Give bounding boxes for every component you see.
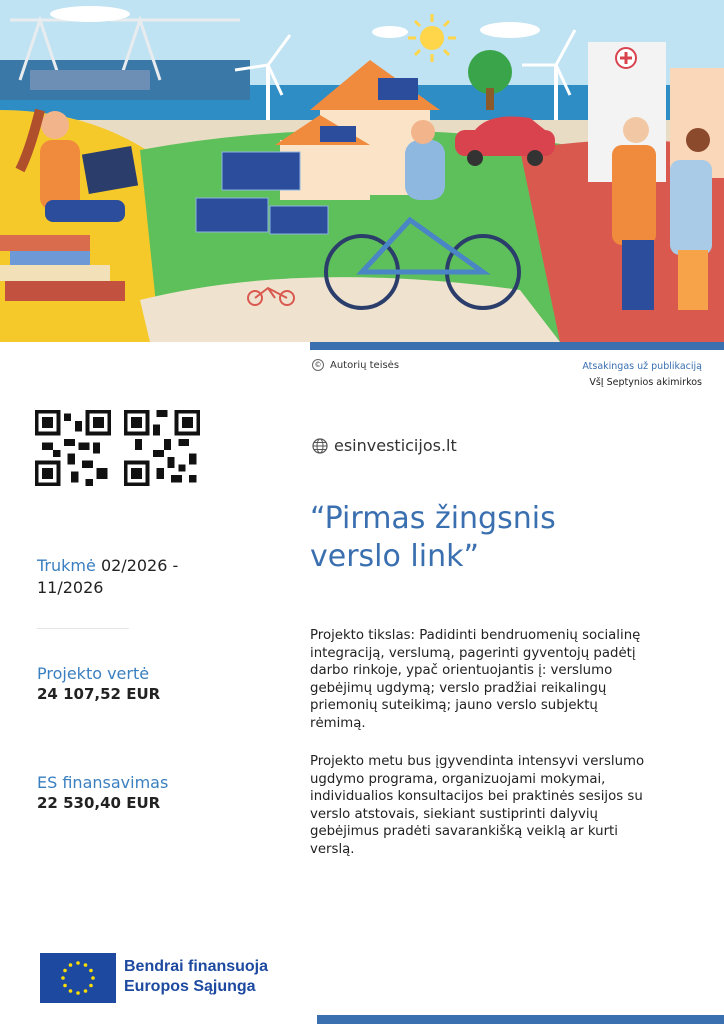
duration-value: 02/2026 - 11/2026 xyxy=(37,556,179,597)
top-accent-bar xyxy=(310,342,724,350)
bottom-accent-bar xyxy=(317,1015,724,1024)
eu-flag-icon xyxy=(40,953,116,1003)
eu-cofunded-logo-text xyxy=(124,957,268,997)
eu-funding-label: ES finansavimas xyxy=(37,773,169,792)
publisher-block xyxy=(582,359,702,391)
website-link[interactable] xyxy=(312,436,457,455)
qr-code-icon[interactable] xyxy=(35,410,111,486)
eu-star-icon xyxy=(63,969,67,973)
eu-cofunded-line1: Bendrai finansuoja xyxy=(124,958,269,975)
globe-icon xyxy=(312,438,328,454)
copyright-icon: © xyxy=(312,359,324,371)
copyright-text: Autorių teisės xyxy=(330,360,400,371)
project-goal-paragraph: Projekto tikslas: Padidinti bendruomenių socialinę integraciją, verslumą, pagerinti gyventojų padėtį darbo rinkoje, ypač orientuojantis į: verslumo gebėjimų ugdymą; verslo pradžiai reikalingų priemonių suteikimą; jauno verslo subjektų rėmimą. xyxy=(310,628,641,731)
eu-star-icon xyxy=(89,969,93,973)
copyright-label xyxy=(312,359,399,371)
eu-star-icon xyxy=(91,976,95,980)
project-title xyxy=(310,500,610,576)
eu-star-icon xyxy=(89,984,93,988)
publisher-value: VšĮ Septynios akimirkos xyxy=(589,377,702,388)
project-title-line2: verslo link” xyxy=(310,539,479,574)
eu-star-icon xyxy=(63,984,67,988)
project-value-amount: 24 107,52 EUR xyxy=(37,685,161,703)
eu-funding-amount: 22 530,40 EUR xyxy=(37,794,161,812)
eu-star-icon xyxy=(76,991,80,995)
website-text: esinvesticijos.lt xyxy=(334,436,457,455)
tree-icon xyxy=(468,50,512,94)
eu-cofunded-line2: Europos Sąjunga xyxy=(124,978,256,995)
publisher-label: Atsakingas už publikaciją xyxy=(582,361,702,372)
eu-star-icon xyxy=(69,989,73,993)
qr-code-icon[interactable] xyxy=(124,410,200,486)
hero-illustration xyxy=(0,0,724,342)
eu-star-icon xyxy=(69,963,73,967)
divider xyxy=(37,628,129,629)
eu-star-icon xyxy=(84,963,88,967)
sun-icon xyxy=(420,26,444,50)
duration-block xyxy=(37,555,217,599)
project-description-paragraph: Projekto metu bus įgyvendinta intensyvi verslumo ugdymo programa, organizuojami mokymai, individualios konsultacijos bei praktinės sesijos su verslo atstovais, siekiant sustiprinti dalyvių gebėjimus pradėti savarankišką veiklą ar kurti verslą. xyxy=(310,754,645,857)
eu-star-icon xyxy=(76,961,80,965)
project-value-label: Projekto vertė xyxy=(37,664,150,683)
eu-star-icon xyxy=(84,989,88,993)
project-title-line1: “Pirmas žingsnis xyxy=(310,501,556,536)
duration-label: Trukmė xyxy=(37,556,96,575)
eu-star-icon xyxy=(61,976,65,980)
